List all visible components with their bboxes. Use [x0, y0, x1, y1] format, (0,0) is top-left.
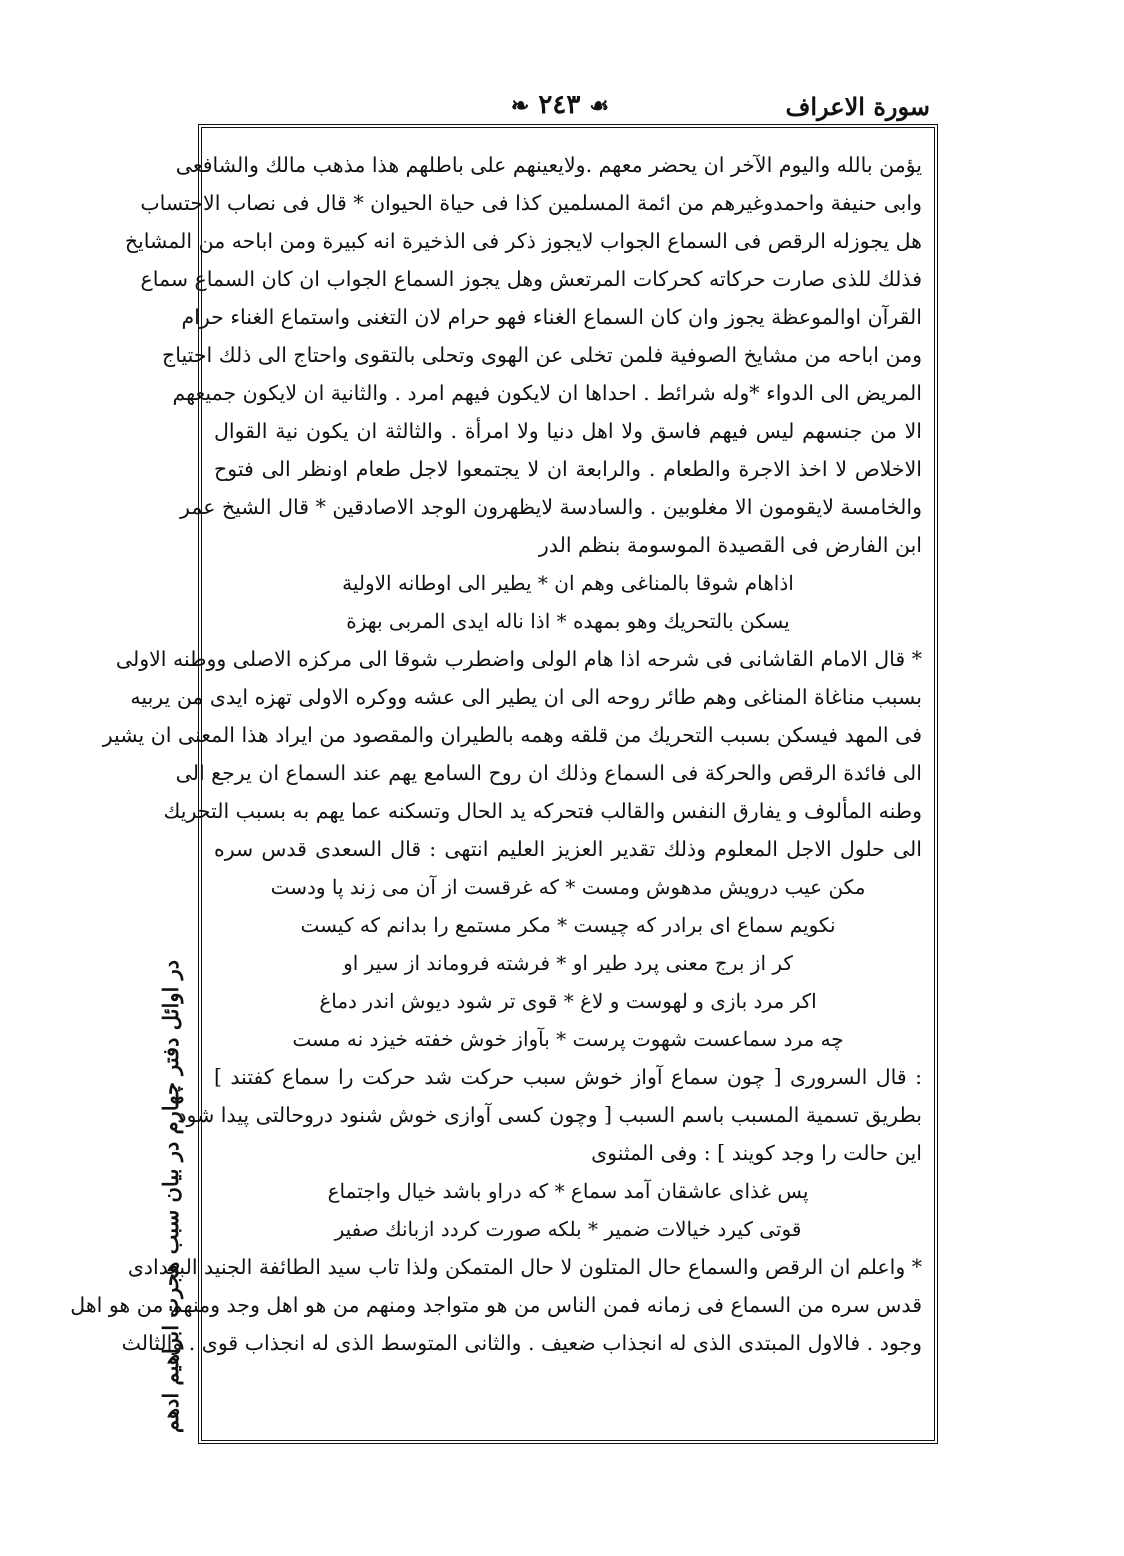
surah-title: سورة الاعراف [785, 92, 930, 121]
body-line: الاخلاص لا اخذ الاجرة والطعام . والرابعة ان لا يجتمعوا لاجل طعام اونظر الى فتوح [214, 457, 922, 481]
body-line: هل يجوزله الرقص فى السماع الجواب لايجوز ذكر فى الذخيرة انه كبيرة ومن اباحه من المشايخ [124, 229, 922, 253]
body-line: وطنه المألوف و يفارق النفس والقالب فتحركه يد الحال وتسكنه عما يهم به بسبب التحريك [163, 799, 922, 823]
body-line: ومن اباحه من مشايخ الصوفية فلمن تخلى عن الهوى وتحلى بالتقوى واحتاج الى ذلك احتياج [161, 343, 922, 367]
margin-note: در اوائل دفتر چهارم در بيان سبب هجرت ابراهيم ادهم [158, 960, 183, 1434]
verse-line: چه مرد سماعست شهوت پرست * بآواز خوش خفته خيزد نه مست [292, 1027, 844, 1051]
body-line: : قال السرورى [ چون سماع آواز خوش سبب حركت شد حركت را سماع كفتند ] [214, 1065, 922, 1089]
body-line: اين حالت را وجد كويند ] : وفى المثنوى [591, 1141, 922, 1165]
page-number [190, 90, 930, 120]
body-line: الى فائدة الرقص والحركة فى السماع وذلك ان روح السامع يهم عند السماع ان يرجع الى [175, 761, 922, 785]
body-line: فذلك للذى صارت حركاته كحركات المرتعش وهل يجوز السماع الجواب ان كان السماع سماع [140, 267, 922, 291]
body-line: فى المهد فيسكن بسبب التحريك من قلقه وهمه بالطيران والمقصود من ايراد هذا المعنى ان يشير [102, 723, 922, 747]
verse-line: پس غذاى عاشقان آمد سماع * كه دراو باشد خيال واجتماع [327, 1179, 809, 1203]
verse-line: مكن عيب درويش مدهوش ومست * كه غرقست از آن مى زند پا ودست [270, 875, 866, 899]
body-line: وابى حنيفة واحمدوغيرهم من ائمة المسلمين كذا فى حياة الحيوان * قال فى نصاب الاحتساب [140, 191, 922, 215]
body-line: المريض الى الدواء *وله شرائط . احداها ان لايكون فيهم امرد . والثانية ان لايكون جميعهم [172, 381, 922, 405]
body-line: الى حلول الاجل المعلوم وذلك تقدير العزيز العليم انتهى : قال السعدى قدس سره [214, 837, 922, 861]
body-line: والخامسة لايقومون الا مغلوبين . والسادسة لايظهرون الوجد الاصادقين * قال الشيخ عمر [180, 495, 922, 519]
body-line: القرآن اوالموعظة يجوز وان كان السماع الغناء فهو حرام لان التغنى واستماع الغناء حرام [181, 305, 922, 329]
page-header [190, 90, 930, 126]
body-line: وجود . فالاول المبتدى الذى له انجذاب ضعيف . والثانى المتوسط الذى له انجذاب قوى . والثالث [121, 1331, 922, 1355]
verse-line: اكر مرد بازى و لهوست و لاغ * قوى تر شود ديوش اندر دماغ [319, 989, 817, 1013]
body-line: * قال الامام القاشانى فى شرحه اذا هام الولى واضطرب شوقا الى مركزه الاصلى ووطنه الاولى [115, 647, 922, 671]
body-line: بسبب مناغاة المناغى وهم طائر روحه الى ان يطير الى عشه ووكره الاولى تهزه ايدى من يربيه [130, 685, 922, 709]
verse-line: كر از برج معنى پرد طير او * فرشته فروماند از سير او [343, 951, 793, 975]
page-number-value: ٢٤٣ [538, 90, 581, 120]
body-line: يؤمن بالله واليوم الآخر ان يحضر معهم .ولايعينهم على باطلهم هذا مذهب مالك والشافعى [175, 153, 922, 177]
body-line: * واعلم ان الرقص والسماع حال المتلون لا حال المتمكن ولذا تاب سيد الطائفة الجنيد البغدادى [127, 1255, 922, 1279]
verse-line: قوتى كيرد خيالات ضمير * بلكه صورت كردد ازبانك صفير [334, 1217, 802, 1241]
verse-line: يسكن بالتحريك وهو بمهده * اذا ناله ايدى المربى بهزة [346, 609, 790, 633]
verse-line: اذاهام شوقا بالمناغى وهم ان * يطير الى اوطانه الاولية [342, 571, 794, 595]
body-line: قدس سره من السماع فى زمانه فمن الناس من هو متواجد ومنهم من هو اهل وجد ومنهم من هو اهل [70, 1293, 922, 1317]
body-line: الا من جنسهم ليس فيهم فاسق ولا اهل دنيا ولا امرأة . والثالثة ان يكون نية القوال [214, 419, 922, 443]
ornament-icon: ☙ [589, 93, 610, 119]
body-line: بطريق تسمية المسبب باسم السبب [ وچون كسى آوازى خوش شنود دروحالتى پيدا شود [177, 1103, 922, 1127]
body-line: ابن الفارض فى القصيدة الموسومة بنظم الدر [538, 533, 922, 557]
ornament-icon: ❧ [510, 93, 530, 119]
verse-line: نكويم سماع اى برادر كه چيست * مكر مستمع را بدانم كه كيست [300, 913, 836, 937]
